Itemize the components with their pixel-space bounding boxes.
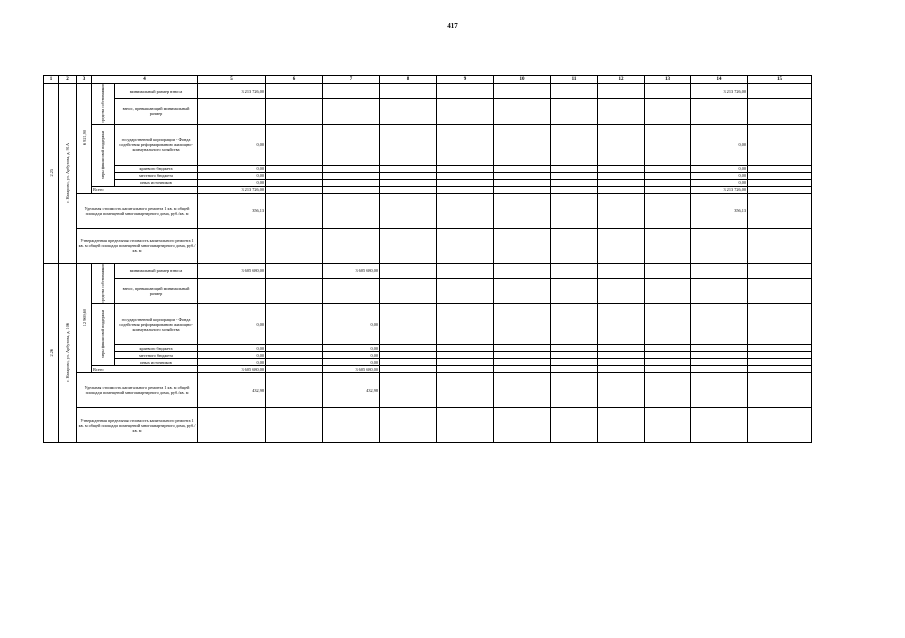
value-cell xyxy=(598,165,645,172)
value-cell xyxy=(748,359,812,366)
value-cell xyxy=(598,172,645,179)
value-cell xyxy=(494,186,551,193)
value-cell: 3 605 680,00 xyxy=(323,263,380,278)
value-cell xyxy=(645,359,691,366)
value-cell xyxy=(494,172,551,179)
value-cell: 3 605 680,00 xyxy=(198,263,266,278)
value-cell xyxy=(551,345,598,352)
value-cell xyxy=(551,165,598,172)
value-cell xyxy=(748,99,812,125)
value-cell xyxy=(380,84,437,99)
value-cell xyxy=(380,99,437,125)
header-row xyxy=(44,76,812,84)
value-cell xyxy=(598,84,645,99)
table-row xyxy=(44,345,812,352)
value-cell xyxy=(551,228,598,263)
record-address-text: г. Назарово, ул. Арбузова, д. 91А xyxy=(65,142,70,203)
value-cell xyxy=(198,99,266,125)
record-number-text: 2.26 xyxy=(48,348,54,357)
value-cell xyxy=(598,124,645,165)
row-label: минимальный размер взноса xyxy=(115,84,198,99)
value-cell xyxy=(748,172,812,179)
header-cell: 4 xyxy=(92,76,198,84)
value-cell: 3 213 726,00 xyxy=(198,186,266,193)
value-cell xyxy=(198,278,266,304)
value-cell xyxy=(437,186,494,193)
value-cell xyxy=(598,278,645,304)
value-cell xyxy=(437,84,494,99)
value-cell xyxy=(266,84,323,99)
value-cell: 356,13 xyxy=(691,193,748,228)
value-cell xyxy=(598,352,645,359)
value-cell xyxy=(437,352,494,359)
value-cell xyxy=(598,366,645,373)
value-cell xyxy=(551,172,598,179)
table-row xyxy=(44,359,812,366)
value-cell xyxy=(645,366,691,373)
row-label: местного бюджета xyxy=(115,352,198,359)
header-cell: 12 xyxy=(598,76,645,84)
value-cell xyxy=(645,99,691,125)
header-cell: 8 xyxy=(380,76,437,84)
record-address xyxy=(59,263,77,443)
value-cell xyxy=(437,228,494,263)
value-cell xyxy=(691,99,748,125)
owners-funds-label xyxy=(92,263,115,304)
record-number xyxy=(44,263,59,443)
value-cell: 3 213 726,00 xyxy=(691,84,748,99)
value-cell xyxy=(748,165,812,172)
value-cell xyxy=(748,84,812,99)
value-cell xyxy=(598,99,645,125)
table-row xyxy=(44,179,812,186)
value-cell xyxy=(645,263,691,278)
value-cell xyxy=(266,228,323,263)
value-cell xyxy=(323,84,380,99)
row-label: Всего xyxy=(92,186,198,193)
value-cell xyxy=(551,352,598,359)
value-cell xyxy=(266,359,323,366)
table-row xyxy=(44,186,812,193)
record-number-text: 2.25 xyxy=(48,169,54,177)
value-cell xyxy=(551,263,598,278)
value-cell xyxy=(494,366,551,373)
header-cell: 10 xyxy=(494,76,551,84)
value-cell xyxy=(266,263,323,278)
value-cell xyxy=(266,373,323,408)
value-cell xyxy=(598,408,645,443)
value-cell: 0,00 xyxy=(691,172,748,179)
value-cell xyxy=(437,278,494,304)
value-cell xyxy=(380,179,437,186)
value-cell xyxy=(266,172,323,179)
table-row xyxy=(44,304,812,345)
value-cell: 3 605 680,00 xyxy=(198,366,266,373)
value-cell xyxy=(691,278,748,304)
row-label: иных источников xyxy=(115,359,198,366)
table-row xyxy=(44,373,812,408)
value-cell xyxy=(494,179,551,186)
value-cell xyxy=(437,165,494,172)
value-cell xyxy=(323,408,380,443)
value-cell xyxy=(266,352,323,359)
record-number xyxy=(44,84,59,264)
value-cell xyxy=(494,359,551,366)
value-cell xyxy=(551,278,598,304)
value-cell xyxy=(380,359,437,366)
row-label: минимальный размер взноса xyxy=(115,263,198,278)
value-cell xyxy=(323,193,380,228)
value-cell xyxy=(551,179,598,186)
value-cell xyxy=(645,352,691,359)
header-cell: 13 xyxy=(645,76,691,84)
value-cell xyxy=(748,352,812,359)
value-cell: 0,00 xyxy=(323,352,380,359)
value-cell: 0,00 xyxy=(691,179,748,186)
value-cell xyxy=(598,186,645,193)
value-cell: 0,00 xyxy=(198,165,266,172)
row-label: иных источников xyxy=(115,179,198,186)
value-cell xyxy=(380,228,437,263)
header-cell: 14 xyxy=(691,76,748,84)
value-cell xyxy=(266,366,323,373)
header-cell: 7 xyxy=(323,76,380,84)
value-cell xyxy=(645,278,691,304)
value-cell xyxy=(691,304,748,345)
value-cell xyxy=(551,304,598,345)
value-cell: 0,00 xyxy=(691,165,748,172)
value-cell xyxy=(748,124,812,165)
value-cell xyxy=(380,124,437,165)
row-label: Удельная стоимость капитального ремонта 1 кв. м общей площади помещений многоквартирного дома, руб./кв. м xyxy=(77,193,198,228)
value-cell xyxy=(645,165,691,172)
value-cell xyxy=(437,304,494,345)
value-cell xyxy=(380,345,437,352)
record-area xyxy=(77,84,92,194)
value-cell xyxy=(691,345,748,352)
value-cell xyxy=(494,193,551,228)
row-label: краевого бюджета xyxy=(115,165,198,172)
owners-funds-label xyxy=(92,84,115,125)
value-cell xyxy=(494,99,551,125)
row-label: государственной корпорации - Фонда содействия реформированию жилищно-коммунального хозяйства xyxy=(115,124,198,165)
support-measures-label-text: меры финансовой поддержки xyxy=(101,310,105,359)
row-label: местного бюджета xyxy=(115,172,198,179)
value-cell xyxy=(494,345,551,352)
value-cell xyxy=(437,263,494,278)
row-label: Утвержденная предельная стоимость капитального ремонта 1 кв. м общей площади помещений многоквартирного дома, руб./кв. м xyxy=(77,228,198,263)
value-cell xyxy=(437,124,494,165)
header-cell: 2 xyxy=(59,76,77,84)
value-cell xyxy=(551,359,598,366)
value-cell xyxy=(551,366,598,373)
value-cell xyxy=(691,263,748,278)
value-cell xyxy=(266,186,323,193)
table-row xyxy=(44,278,812,304)
value-cell xyxy=(748,193,812,228)
record-area-text: 6 921,90 xyxy=(81,130,87,146)
value-cell xyxy=(266,304,323,345)
value-cell xyxy=(691,366,748,373)
value-cell xyxy=(380,304,437,345)
record-address xyxy=(59,84,77,264)
row-label: взнос, превышающий минимальный размер xyxy=(115,99,198,125)
value-cell xyxy=(748,366,812,373)
value-cell xyxy=(598,263,645,278)
value-cell xyxy=(380,373,437,408)
value-cell xyxy=(380,278,437,304)
value-cell xyxy=(266,179,323,186)
value-cell xyxy=(748,179,812,186)
value-cell xyxy=(266,408,323,443)
value-cell xyxy=(645,172,691,179)
table-row xyxy=(44,193,812,228)
value-cell xyxy=(748,186,812,193)
header-cell: 6 xyxy=(266,76,323,84)
value-cell xyxy=(551,373,598,408)
value-cell xyxy=(598,373,645,408)
row-label: взнос, превышающий минимальный размер xyxy=(115,278,198,304)
value-cell xyxy=(323,278,380,304)
value-cell xyxy=(198,228,266,263)
value-cell: 3 605 680,00 xyxy=(323,366,380,373)
support-measures-label-text: меры финансовой поддержки xyxy=(101,130,105,179)
table-row xyxy=(44,366,812,373)
value-cell xyxy=(551,99,598,125)
value-cell xyxy=(691,352,748,359)
header-cell: 15 xyxy=(748,76,812,84)
value-cell xyxy=(598,193,645,228)
value-cell xyxy=(323,179,380,186)
row-label: государственной корпорации - Фонда содействия реформированию жилищно-коммунального хозяйства xyxy=(115,304,198,345)
value-cell xyxy=(266,278,323,304)
header-cell: 9 xyxy=(437,76,494,84)
value-cell xyxy=(645,408,691,443)
value-cell xyxy=(380,172,437,179)
table-row xyxy=(44,99,812,125)
value-cell xyxy=(598,359,645,366)
value-cell xyxy=(323,99,380,125)
value-cell: 0,00 xyxy=(198,352,266,359)
table-row xyxy=(44,228,812,263)
value-cell xyxy=(691,228,748,263)
value-cell xyxy=(645,304,691,345)
value-cell xyxy=(380,193,437,228)
value-cell xyxy=(266,193,323,228)
value-cell xyxy=(494,263,551,278)
value-cell: 0,00 xyxy=(198,172,266,179)
value-cell xyxy=(551,124,598,165)
value-cell xyxy=(266,124,323,165)
table-row xyxy=(44,408,812,443)
header-cell: 11 xyxy=(551,76,598,84)
value-cell xyxy=(494,84,551,99)
table-row xyxy=(44,263,812,278)
value-cell: 0,00 xyxy=(323,345,380,352)
value-cell xyxy=(748,278,812,304)
value-cell xyxy=(494,373,551,408)
header-cell: 5 xyxy=(198,76,266,84)
value-cell xyxy=(380,352,437,359)
value-cell xyxy=(645,179,691,186)
value-cell: 3 213 726,00 xyxy=(198,84,266,99)
value-cell xyxy=(323,124,380,165)
page-number: 417 xyxy=(447,22,458,30)
value-cell: 0,00 xyxy=(198,359,266,366)
value-cell xyxy=(266,99,323,125)
value-cell: 0,00 xyxy=(691,124,748,165)
value-cell xyxy=(748,373,812,408)
value-cell xyxy=(598,179,645,186)
value-cell xyxy=(198,408,266,443)
value-cell xyxy=(323,228,380,263)
value-cell xyxy=(437,179,494,186)
value-cell xyxy=(551,186,598,193)
value-cell: 0,00 xyxy=(198,345,266,352)
value-cell: 0,00 xyxy=(323,359,380,366)
row-label: краевого бюджета xyxy=(115,345,198,352)
value-cell xyxy=(645,373,691,408)
value-cell xyxy=(494,278,551,304)
value-cell xyxy=(691,359,748,366)
value-cell xyxy=(645,124,691,165)
value-cell xyxy=(266,345,323,352)
capital-repair-table xyxy=(43,75,812,443)
support-measures-label xyxy=(92,124,115,186)
value-cell xyxy=(748,263,812,278)
value-cell xyxy=(748,408,812,443)
header-cell: 3 xyxy=(77,76,92,84)
value-cell xyxy=(691,373,748,408)
value-cell xyxy=(748,228,812,263)
owners-funds-label-text: средства собственников xyxy=(101,263,105,303)
value-cell xyxy=(494,228,551,263)
row-label: Утвержденная предельная стоимость капитального ремонта 1 кв. м общей площади помещений многоквартирного дома, руб./кв. м xyxy=(77,408,198,443)
table-row xyxy=(44,352,812,359)
value-cell xyxy=(494,408,551,443)
value-cell xyxy=(598,345,645,352)
row-label: Удельная стоимость капитального ремонта 1 кв. м общей площади помещений многоквартирного дома, руб./кв. м xyxy=(77,373,198,408)
value-cell xyxy=(645,193,691,228)
table-row xyxy=(44,84,812,99)
header-cell: 1 xyxy=(44,76,59,84)
value-cell: 432,98 xyxy=(323,373,380,408)
value-cell: 432,98 xyxy=(198,373,266,408)
table-row xyxy=(44,172,812,179)
value-cell xyxy=(437,366,494,373)
value-cell xyxy=(323,165,380,172)
value-cell xyxy=(494,352,551,359)
owners-funds-label-text: средства собственников xyxy=(101,84,105,123)
value-cell xyxy=(323,172,380,179)
value-cell xyxy=(437,172,494,179)
value-cell xyxy=(494,124,551,165)
value-cell xyxy=(437,373,494,408)
value-cell: 0,00 xyxy=(323,304,380,345)
value-cell xyxy=(323,186,380,193)
value-cell: 3 213 726,00 xyxy=(691,186,748,193)
value-cell: 356,13 xyxy=(198,193,266,228)
table-row xyxy=(44,124,812,165)
value-cell xyxy=(691,408,748,443)
table-row xyxy=(44,165,812,172)
value-cell xyxy=(437,408,494,443)
value-cell xyxy=(437,193,494,228)
value-cell xyxy=(494,165,551,172)
value-cell xyxy=(645,228,691,263)
value-cell xyxy=(380,366,437,373)
value-cell xyxy=(598,304,645,345)
record-area xyxy=(77,263,92,373)
value-cell xyxy=(380,263,437,278)
value-cell: 0,00 xyxy=(198,179,266,186)
value-cell xyxy=(437,345,494,352)
value-cell: 0,00 xyxy=(198,304,266,345)
value-cell xyxy=(598,228,645,263)
record-address-text: г. Назарово, ул. Арбузова, д. 106 xyxy=(65,322,70,382)
value-cell xyxy=(748,304,812,345)
value-cell xyxy=(645,186,691,193)
value-cell: 0,00 xyxy=(198,124,266,165)
value-cell xyxy=(551,193,598,228)
value-cell xyxy=(494,304,551,345)
value-cell xyxy=(645,84,691,99)
support-measures-label xyxy=(92,304,115,366)
value-cell xyxy=(380,165,437,172)
row-label: Всего xyxy=(92,366,198,373)
value-cell xyxy=(645,345,691,352)
value-cell xyxy=(748,345,812,352)
value-cell xyxy=(380,186,437,193)
value-cell xyxy=(551,408,598,443)
value-cell xyxy=(437,99,494,125)
value-cell xyxy=(266,165,323,172)
value-cell xyxy=(551,84,598,99)
record-area-text: 12 969,60 xyxy=(81,308,87,327)
value-cell xyxy=(437,359,494,366)
value-cell xyxy=(380,408,437,443)
